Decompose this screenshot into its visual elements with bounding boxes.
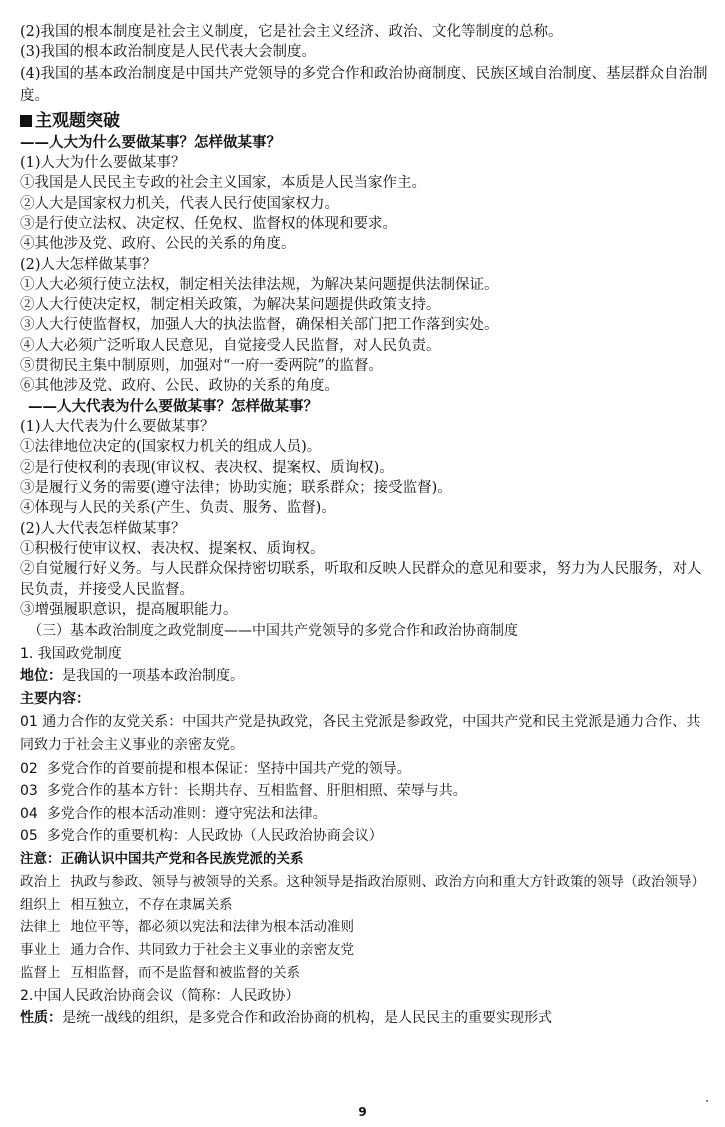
relation-line [20,871,710,894]
party-system-title: （三）基本政治制度之政党制度——中国共产党领导的多党合作和政治协商制度 [28,623,518,640]
relation-line [20,962,710,985]
deputy-why-item: ①法律地位决定的(国家权力机关的组成人员)。 [20,439,322,456]
relation-text: 互相监督，而不是监督和被监督的关系 [70,965,300,982]
intro-line-2: (2)我国的根本制度是社会主义制度，它是社会主义经济、政治、文化等制度的总称。 [20,24,563,40]
deputy-how-question: (2)人大代表怎样做某事？ [20,520,186,537]
section-heading-text: 主观题突破 [35,110,120,131]
content-point [20,780,710,803]
note-title: 注意：正确认识中国共产党和各民族党派的关系 [20,850,304,867]
point-text: 多党合作的首要前提和根本保证：坚持中国共产党的领导。 [46,760,411,777]
npc-why-question: (1)人大为什么要做某事？ [20,155,186,172]
deputy-why-item: ④体现与人民的关系(产生、负责、服务、监督)。 [20,500,336,517]
npc-why-item: ②人大是国家权力机关，代表人民行使国家权力。 [20,195,339,212]
main-content-label: 主要内容： [20,690,90,707]
relation-aspect: 事业上 [20,942,61,959]
content-point [20,758,710,781]
npc-why-item: ④其他涉及党、政府、公民的关系的角度。 [20,236,296,253]
deputy-how-item: ②自觉履行好义务。与人民群众保持密切联系，听取和反映人民群众的意见和要求，努力为人民服务，对人民负责，并接受人民监督。 [20,561,702,598]
relation-line [20,939,710,962]
npc-how-item: ⑤贯彻民主集中制原则，加强对“一府一委两院”的监督。 [20,358,383,375]
intro-line-4: (4)我国的基本政治制度是中国共产党领导的多党合作和政治协商制度、民族区域自治制度、基层群众自治制度。 [20,65,708,104]
deputy-why-item: ③是履行义务的需要(遵守法律；协助实施；联系群众；接受监督)。 [20,480,452,497]
npc-how-item: ⑥其他涉及党、政府、公民、政协的关系的角度。 [20,378,339,395]
point-text: 多党合作的重要机构：人民政协（人民政治协商会议） [46,828,383,845]
point-number: 01 [20,713,38,730]
point-number: 04 [20,805,38,822]
deputy-how-item: ①积极行使审议权、表决权、提案权、质询权。 [20,540,325,557]
npc-how-item: ④人大必须广泛听取人民意见，自觉接受人民监督，对人民负责。 [20,337,441,354]
nature-text: 是统一战线的组织，是多党合作和政治协商的机构，是人民民主的重要实现形式 [62,1010,552,1027]
nature-label: 性质： [20,1010,62,1027]
cppcc-title: 2.中国人民政治协商会议（简称：人民政协） [20,987,300,1004]
section-heading [20,109,710,133]
content-point [20,825,710,848]
relation-text: 相互独立，不存在隶属关系 [70,896,233,913]
position-label: 地位： [20,668,62,685]
relation-aspect: 监督上 [20,965,61,982]
relation-aspect: 政治上 [20,873,61,890]
relation-aspect: 法律上 [20,919,61,936]
party-item-1: 1. 我国政党制度 [20,645,122,662]
page-number: 9 [358,1105,367,1119]
point-text: 多党合作的基本方针：长期共存、互相监督、肝胆相照、荣辱与共。 [46,783,467,800]
relation-line [20,894,710,917]
point-text: 通力合作的友党关系：中国共产党是执政党，各民主党派是参政党，中国共产党和民主党派是通力合作、共同致力于社会主义事业的亲密友党。 [20,713,701,753]
content-point [20,803,710,826]
deputy-why-question: (1)人大代表为什么要做某事？ [20,419,215,436]
npc-why-item: ③是行使立法权、决定权、任免权、监督权的体现和要求。 [20,215,397,232]
intro-line-3: (3)我国的根本政治制度是人民代表大会制度。 [20,44,317,61]
relation-text: 通力合作、共同致力于社会主义事业的亲密友党 [70,942,354,959]
relation-text: 地位平等，都必须以宪法和法律为根本活动准则 [70,919,354,936]
position-line [20,665,710,688]
point-number: 05 [20,828,38,845]
relation-aspect: 组织上 [20,896,61,913]
point-number: 03 [20,783,38,800]
black-square-icon [20,115,32,127]
relation-text: 执政与参政、领导与被领导的关系。这种领导是指政治原则、政治方向和重大方针政策的领导（政治领导） [70,873,705,890]
point-number: 02 [20,760,38,777]
npc-subtitle: ——人大为什么要做某事？怎样做某事？ [20,133,281,151]
point-text: 多党合作的根本活动准则：遵守宪法和法律。 [46,805,327,822]
deputy-subtitle: ——人大代表为什么要做某事？怎样做某事？ [28,397,318,415]
deputy-how-item: ③增强履职意识，提高履职能力。 [20,601,238,618]
content-point [20,711,710,758]
deputy-why-item: ②是行使权利的表现(审议权、表决权、提案权、质询权)。 [20,459,394,476]
npc-how-item: ③人大行使监督权，加强人大的执法监督，确保相关部门把工作落到实处。 [20,317,499,334]
npc-how-item: ①人大必须行使立法权，制定相关法律法规，为解决某问题提供法制保证。 [20,276,499,293]
relation-line [20,916,710,939]
nature-line [20,1007,710,1030]
npc-how-item: ②人大行使决定权，制定相关政策，为解决某问题提供政策支持。 [20,297,441,314]
position-text: 是我国的一项基本政治制度。 [62,668,244,685]
stray-mark [706,1100,708,1102]
page-content [20,22,710,1030]
npc-why-item: ①我国是人民民主专政的社会主义国家，本质是人民当家作主。 [20,175,426,192]
npc-how-question: (2)人大怎样做某事？ [20,256,157,273]
